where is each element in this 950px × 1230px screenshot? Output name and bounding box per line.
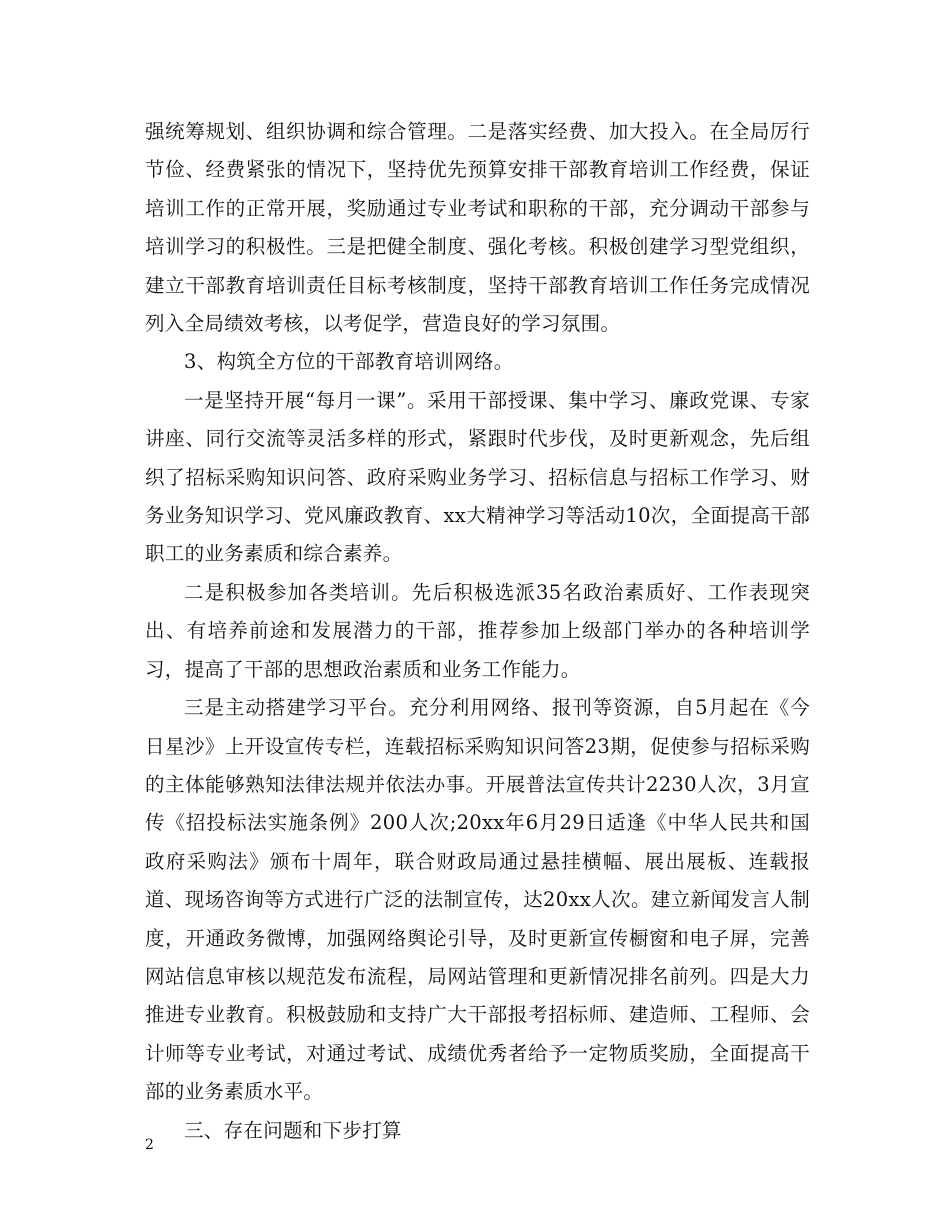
paragraph-overall-planning: 强统筹规划、组织协调和综合管理。二是落实经费、加大投入。在全局厉行节俭、经费紧张的情况下，坚持优先预算安排干部教育培训工作经费，保证培训工作的正常开展，奖励通过专业考试和职称的干部，充分调动干部参与培训学习的积极性。三是把健全制度、强化考核。积极创建学习型党组织，建立干部教育培训责任目标考核制度，坚持干部教育培训工作任务完成情况列入全局绩效考核，以考促学，营造良好的学习氛围。	[145, 120, 810, 336]
page-number: 2	[145, 1137, 154, 1153]
paragraph-learning-platform: 三是主动搭建学习平台。充分利用网络、报刊等资源，自5月起在《今日星沙》上开设宣传专栏，连载招标采购知识问答23期，促使参与招标采购的主体能够熟知法律法规并依法办事。开展普法宣传共计2230人次，3月宣传《招投标法实施条例》200人次;20xx年6月29日适逢《中华人民共和国政府采购法》颁布十周年，联合财政局通过悬挂横幅、展出展板、连载报道、现场咨询等方式进行广泛的法制宣传，达20xx人次。建立新闻发言人制度，开通政务微博，加强网络舆论引导，及时更新宣传橱窗和电子屏，完善网站信息审核以规范发布流程，局网站管理和更新情况排名前列。四是大力推进专业教育。积极鼓励和支持广大干部报考招标师、建造师、工程师、会计师等专业考试，对通过考试、成绩优秀者给予一定物质奖励，全面提高干部的业务素质水平。	[145, 696, 810, 1104]
paragraph-external-training: 二是积极参加各类培训。先后积极选派35名政治素质好、工作表现突出、有培养前途和发展潜力的干部，推荐参加上级部门举办的各种培训学习，提高了干部的思想政治素质和业务工作能力。	[145, 580, 810, 681]
paragraph-monthly-lesson: 一是坚持开展“每月一课”。采用干部授课、集中学习、廉政党课、专家讲座、同行交流等灵活多样的形式，紧跟时代步伐，及时更新观念，先后组织了招标采购知识问答、政府采购业务学习、招标信息与招标工作学习、财务业务知识学习、党风廉政教育、xx大精神学习等活动10次，全面提高干部职工的业务素质和综合素养。	[145, 388, 810, 566]
section-heading-problems-plans: 三、存在问题和下步打算	[184, 1118, 402, 1142]
heading-training-network: 3、构筑全方位的干部教育培训网络。	[184, 350, 514, 374]
body-text	[145, 113, 810, 1150]
